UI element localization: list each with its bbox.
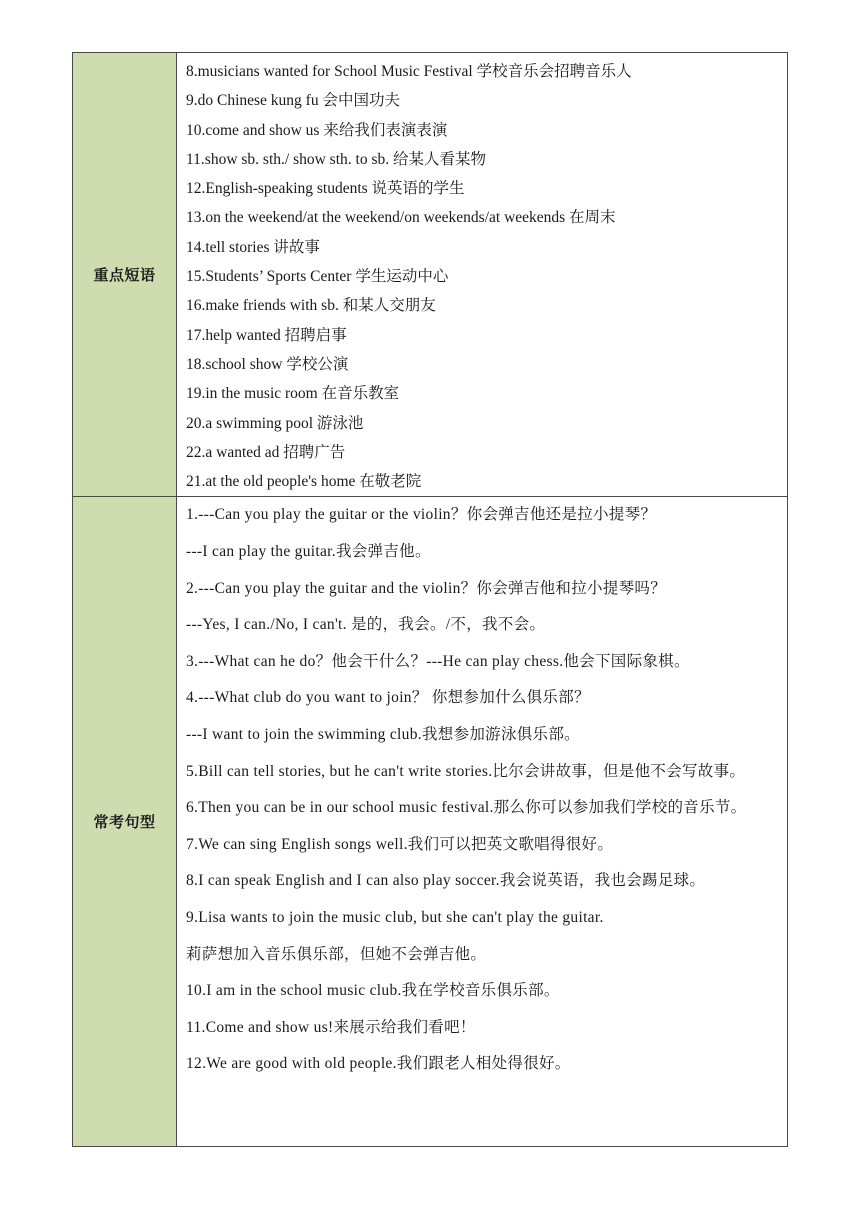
- phrase-item: 13.on the weekend/at the weekend/on weekends/at weekends 在周末: [186, 209, 616, 227]
- sentence-item: 1.---Can you play the guitar or the violin？你会弹吉他还是拉小提琴？: [186, 506, 657, 524]
- phrase-item: 22.a wanted ad 招聘广告: [186, 443, 346, 461]
- key-sentences-row: [73, 497, 788, 1147]
- phrase-item: 14.tell stories 讲故事: [186, 238, 320, 256]
- sentence-item: 2.---Can you play the guitar and the violin？你会弹吉他和拉小提琴吗？: [186, 579, 667, 597]
- phrase-item: 9.do Chinese kung fu 会中国功夫: [186, 92, 400, 110]
- sentence-item: 12.We are good with old people.我们跟老人相处得很好。: [186, 1055, 571, 1073]
- key-phrases-row: [73, 53, 788, 497]
- key-phrases-label: 重点短语: [73, 53, 177, 497]
- sentence-item: ---Yes, I can./No, I can't. 是的，我会。/不，我不会。: [186, 616, 546, 634]
- key-sentences-label: 常考句型: [73, 497, 177, 1147]
- notes-table: [72, 52, 788, 1147]
- key-phrases-list: [177, 53, 788, 497]
- study-notes-sheet: [72, 52, 788, 1147]
- sentence-item: 6.Then you can be in our school music festival.那么你可以参加我们学校的音乐节。: [186, 799, 747, 817]
- sentence-item: 8.I can speak English and I can also play soccer.我会说英语，我也会踢足球。: [186, 872, 706, 890]
- sentence-item: 9.Lisa wants to join the music club, but she can't play the guitar.: [186, 908, 604, 926]
- sentence-item: 莉萨想加入音乐俱乐部，但她不会弹吉他。: [186, 945, 487, 963]
- sentence-item: ---I can play the guitar.我会弹吉他。: [186, 543, 431, 561]
- sentence-item: 3.---What can he do？他会干什么？---He can play chess.他会下国际象棋。: [186, 652, 690, 670]
- sentence-item: 10.I am in the school music club.我在学校音乐俱乐部。: [186, 982, 560, 1000]
- phrase-item: 18.school show 学校公演: [186, 355, 349, 373]
- phrase-item: 16.make friends with sb. 和某人交朋友: [186, 297, 436, 315]
- key-sentences-list: [177, 497, 788, 1147]
- phrase-item: 8.musicians wanted for School Music Festival 学校音乐会招聘音乐人: [186, 63, 632, 80]
- sentence-item: 7.We can sing English songs well.我们可以把英文歌唱得很好。: [186, 835, 614, 853]
- sentence-item: 11.Come and show us!来展示给我们看吧！: [186, 1018, 476, 1036]
- phrase-item: 15.Students’ Sports Center 学生运动中心: [186, 268, 449, 286]
- phrase-item: 20.a swimming pool 游泳池: [186, 414, 364, 432]
- phrase-item: 17.help wanted 招聘启事: [186, 326, 347, 344]
- phrase-item: 10.come and show us 来给我们表演表演: [186, 121, 448, 139]
- sentence-item: 4.---What club do you want to join？ 你想参加什么俱乐部？: [186, 689, 590, 707]
- sentence-item: 5.Bill can tell stories, but he can't write stories.比尔会讲故事，但是他不会写故事。: [186, 762, 746, 780]
- phrase-item: 11.show sb. sth./ show sth. to sb. 给某人看某物: [186, 150, 486, 168]
- phrase-item: 12.English-speaking students 说英语的学生: [186, 180, 465, 198]
- phrase-item: 21.at the old people's home 在敬老院: [186, 473, 422, 491]
- sentence-item: ---I want to join the swimming club.我想参加游泳俱乐部。: [186, 726, 580, 744]
- phrase-item: 19.in the music room 在音乐教室: [186, 385, 400, 403]
